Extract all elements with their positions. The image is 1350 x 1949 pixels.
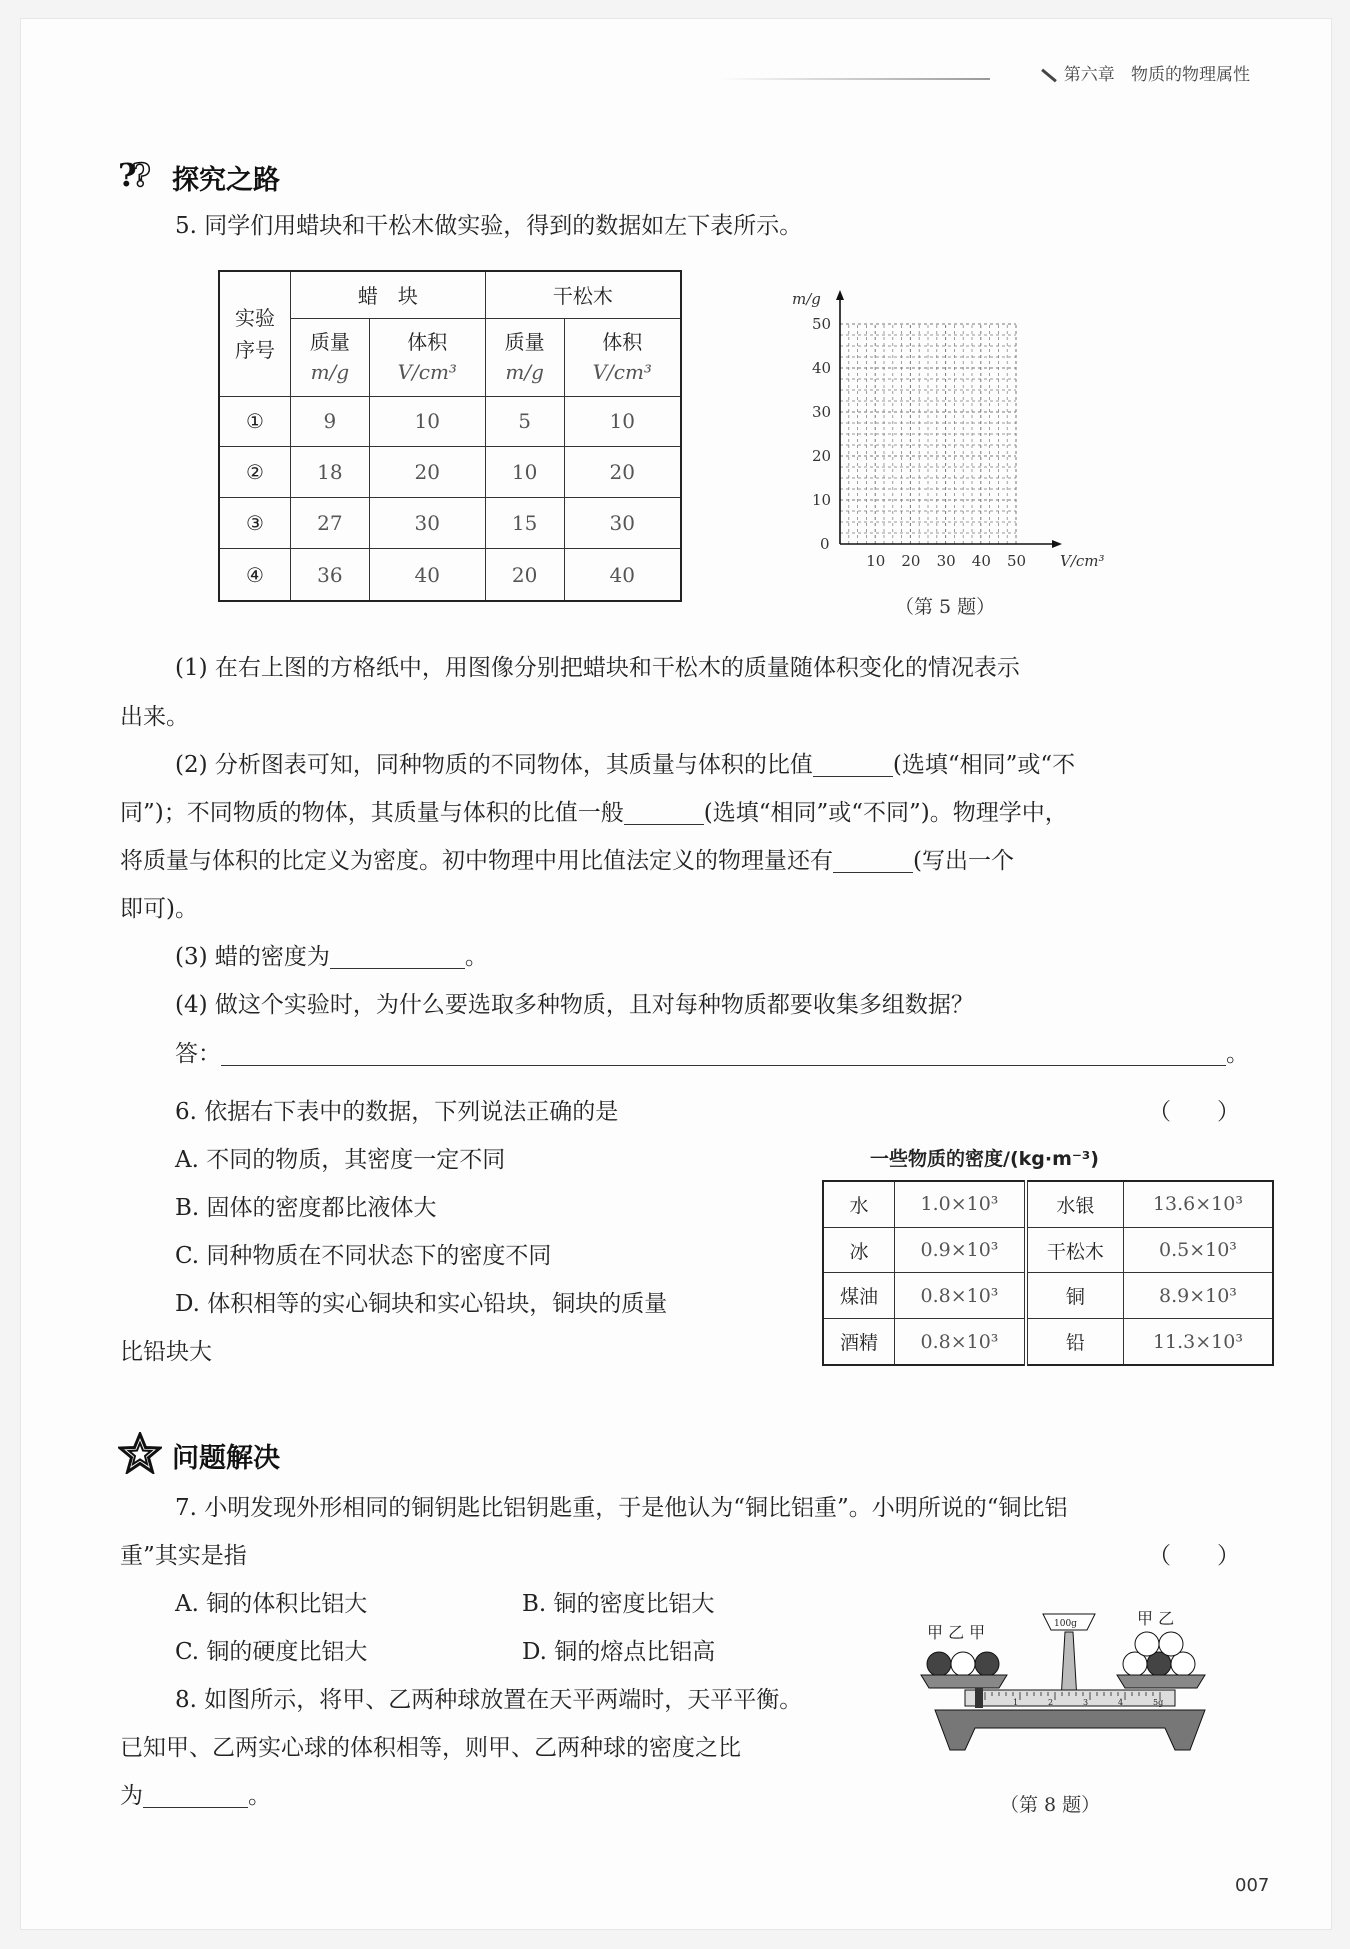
q7-option-d[interactable]: D. 铜的熔点比铝高 [522, 1639, 716, 1665]
vol-unit: V/cm³ [592, 360, 652, 384]
row-no: ③ [219, 498, 291, 549]
chapter-header [1040, 60, 1250, 85]
scale-tick-label: 2 [1048, 1698, 1054, 1707]
cell: 0.8×10³ [895, 1319, 1026, 1365]
ball-jia-left-1 [927, 1652, 951, 1676]
star-icon [118, 1432, 162, 1478]
ball-yi-right-2 [1159, 1632, 1183, 1656]
answer-blank[interactable] [143, 1807, 248, 1808]
q7-option-a[interactable]: A. 铜的体积比铝大 [175, 1591, 368, 1617]
cell: 10 [369, 396, 485, 447]
density-table-title: 一些物质的密度/(kg·m⁻³) [870, 1148, 1099, 1170]
text: (3) 蜡的密度为 [175, 944, 330, 970]
q5-part2-line2 [120, 801, 1068, 825]
q5-stem: 5. 同学们用蜡块和干松木做实验，得到的数据如左下表所示。 [175, 213, 803, 239]
ball-yi-right-1 [1135, 1632, 1159, 1656]
q5-part4: (4) 做这个实验时，为什么要选取多种物质，且对每种物质都要收集多组数据？ [175, 992, 974, 1018]
page-number: 007 [1235, 1875, 1270, 1896]
cell: 20 [369, 447, 485, 498]
answer-blank[interactable] [813, 776, 893, 777]
col-wood-volume [564, 318, 681, 396]
text: (写出一个 [913, 848, 1014, 874]
q5-answer-line [175, 1042, 1249, 1066]
cell: 20 [485, 549, 564, 601]
vol-unit: V/cm³ [397, 360, 457, 384]
x-tick-label: 50 [1007, 552, 1027, 570]
y-tick-label: 50 [812, 315, 832, 333]
col-wax: 蜡 块 [291, 271, 486, 318]
col-trial-no [219, 271, 291, 396]
cell: 酒精 [823, 1319, 895, 1365]
table-row [823, 1319, 1273, 1365]
cell: 冰 [823, 1227, 895, 1273]
x-tick-label: 30 [936, 552, 956, 570]
y-tick-label: 20 [812, 447, 832, 465]
q5-part1-line2: 出来。 [120, 704, 189, 730]
cell: 36 [291, 549, 370, 601]
cell: 水 [823, 1181, 895, 1227]
text: 。 [248, 1783, 271, 1809]
col-wood-mass [485, 318, 564, 396]
svg-text:?: ? [132, 156, 151, 192]
chapter-title: 物质的物理属性 [1131, 65, 1250, 85]
q6-option-d-line1[interactable]: D. 体积相等的实心铜块和实心铅块，铜块的质量 [175, 1291, 668, 1317]
q5-data-table [218, 270, 682, 602]
right-ball-labels: 甲 乙 [1137, 1609, 1175, 1628]
y-tick-label: 10 [812, 491, 832, 509]
q5-part3 [175, 945, 488, 969]
cell: 10 [485, 447, 564, 498]
q7-option-c[interactable]: C. 铜的硬度比铝大 [175, 1639, 368, 1665]
row-no: ① [219, 396, 291, 447]
scale-tick-label: 1 [1013, 1698, 1019, 1707]
text: 。 [464, 944, 488, 970]
vol-label: 体积 [407, 330, 448, 354]
cell: 1.0×10³ [895, 1181, 1026, 1227]
text: (选填“相同”或“不同”)。物理学中， [703, 800, 1068, 826]
density-table [822, 1180, 1274, 1366]
chapter-label: 第六章 [1063, 65, 1115, 85]
scale-tick-label: 4 [1118, 1698, 1124, 1707]
x-axis-label: V/cm³ [1060, 552, 1105, 570]
q7-stem-line1: 7. 小明发现外形相同的铜钥匙比铝钥匙重，于是他认为“铜比铝重”。小明所说的“铜比铝 [175, 1495, 1068, 1521]
cell: 13.6×10³ [1123, 1181, 1273, 1227]
scale-tick-label: 3 [1083, 1698, 1089, 1707]
answer-blank[interactable] [221, 1065, 1226, 1066]
x-tick-label: 20 [901, 552, 921, 570]
answer-label: 答： [175, 1041, 221, 1067]
cell: 铅 [1026, 1319, 1124, 1365]
pencil-icon [1041, 68, 1057, 82]
mass-label: 质量 [504, 330, 545, 354]
cell: 水银 [1026, 1181, 1124, 1227]
q6-stem: 6. 依据右下表中的数据，下列说法正确的是 [175, 1099, 619, 1125]
text: 。 [1226, 1041, 1249, 1067]
cell: 0.8×10³ [895, 1273, 1026, 1319]
cell: 20 [564, 447, 681, 498]
cell: 9 [291, 396, 370, 447]
cell: 27 [291, 498, 370, 549]
left-pan [921, 1675, 1007, 1688]
cell: 铜 [1026, 1273, 1124, 1319]
table-row [823, 1181, 1273, 1227]
cell: 0.9×10³ [895, 1227, 1026, 1273]
q8-stem-line2: 已知甲、乙两实心球的体积相等，则甲、乙两种球的密度之比 [120, 1735, 741, 1761]
row-no: ② [219, 447, 291, 498]
left-ball-labels: 甲 乙 甲 [927, 1623, 986, 1642]
scale-tick-label: 5g [1153, 1698, 1164, 1707]
q6-option-d-line2: 比铅块大 [120, 1339, 212, 1365]
col-trial-l2: 序号 [235, 337, 275, 362]
svg-text:?: ? [118, 156, 137, 192]
right-pan [1117, 1675, 1205, 1688]
table-row [823, 1273, 1273, 1319]
y-axis-arrow [836, 290, 844, 300]
q5-part2-line1 [175, 753, 1075, 777]
x-tick-label: 40 [971, 552, 991, 570]
cell: 11.3×10³ [1123, 1319, 1273, 1365]
table-row [823, 1227, 1273, 1273]
cell: 18 [291, 447, 370, 498]
cell: 40 [369, 549, 485, 601]
rider-weight[interactable] [975, 1688, 983, 1708]
answer-blank[interactable] [624, 824, 704, 825]
q5-caption: （第 5 题） [895, 596, 996, 618]
q8-stem-line1: 8. 如图所示，将甲、乙两种球放置在天平两端时，天平平衡。 [175, 1687, 803, 1713]
table-row [219, 549, 681, 601]
balance-base [935, 1710, 1205, 1750]
q7-stem-line2: 重”其实是指 [120, 1543, 247, 1569]
x-axis-arrow [1052, 540, 1062, 548]
row-no: ④ [219, 549, 291, 601]
q6-option-b[interactable]: B. 固体的密度都比液体大 [175, 1195, 437, 1221]
graph-paper-chart [770, 282, 1130, 582]
section-title-solve: 问题解决 [172, 1443, 280, 1474]
cell: 8.9×10³ [1123, 1273, 1273, 1319]
q6-option-a[interactable]: A. 不同的物质，其密度一定不同 [175, 1147, 506, 1173]
cell: 30 [369, 498, 485, 549]
cell: 40 [564, 549, 681, 601]
balance-scale-figure [915, 1600, 1225, 1780]
y-tick-label: 30 [812, 403, 832, 421]
section-title-explore: 探究之路 [172, 165, 280, 196]
y-tick-label: 40 [812, 359, 832, 377]
dial-label: 100g [1054, 1619, 1077, 1629]
q5-part2-line4: 即可)。 [120, 896, 198, 922]
col-trial-l1: 实验 [235, 305, 275, 330]
answer-blank[interactable] [833, 872, 913, 873]
beam-scale [965, 1690, 1175, 1706]
col-wood: 干松木 [485, 271, 681, 318]
q5-part2-line3 [120, 849, 1014, 873]
q7-answer-paren[interactable]: （ ） [1148, 1543, 1240, 1569]
text: (选填“相同”或“不 [892, 752, 1076, 778]
q8-stem-line3 [120, 1784, 271, 1808]
cell: 0.5×10³ [1123, 1227, 1273, 1273]
cell: 5 [485, 396, 564, 447]
table-row [219, 447, 681, 498]
cell: 煤油 [823, 1273, 895, 1319]
x-tick-label: 10 [866, 552, 886, 570]
cell: 干松木 [1026, 1227, 1124, 1273]
q6-answer-paren[interactable]: （ ） [1148, 1099, 1240, 1125]
q7-option-b[interactable]: B. 铜的密度比铝大 [522, 1591, 715, 1617]
answer-blank[interactable] [330, 968, 465, 969]
text: 为 [120, 1783, 143, 1809]
col-wax-mass [291, 318, 370, 396]
mass-unit: m/g [505, 360, 544, 384]
question-mark-icon [118, 156, 158, 196]
origin-label: 0 [820, 535, 830, 553]
text: 将质量与体积的比定义为密度。初中物理中用比值法定义的物理量还有 [120, 848, 833, 874]
y-axis-label: m/g [792, 290, 821, 308]
cell: 15 [485, 498, 564, 549]
mass-label: 质量 [309, 330, 350, 354]
vol-label: 体积 [602, 330, 643, 354]
ball-yi-left [951, 1652, 975, 1676]
table-row [219, 498, 681, 549]
q6-option-c[interactable]: C. 同种物质在不同状态下的密度不同 [175, 1243, 552, 1269]
q5-part1-line1: (1) 在右上图的方格纸中，用图像分别把蜡块和干松木的质量随体积变化的情况表示 [175, 655, 1020, 681]
col-wax-volume [369, 318, 485, 396]
table-row [219, 396, 681, 447]
header-rule [720, 78, 990, 80]
cell: 10 [564, 396, 681, 447]
mass-unit: m/g [310, 360, 350, 384]
cell: 30 [564, 498, 681, 549]
q8-caption: （第 8 题） [1000, 1794, 1101, 1816]
ball-jia-left-2 [975, 1652, 999, 1676]
text: 同”)；不同物质的物体，其质量与体积的比值一般 [120, 800, 624, 826]
text: (2) 分析图表可知，同种物质的不同物体，其质量与体积的比值 [175, 752, 813, 778]
